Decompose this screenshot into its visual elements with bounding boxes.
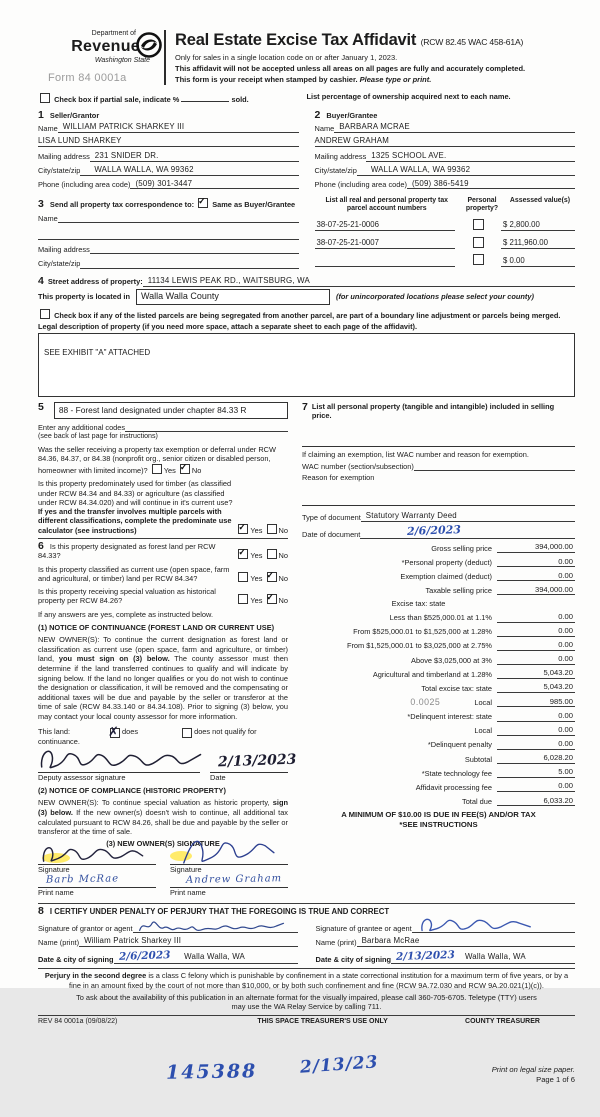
owner2-print-name: Andrew Graham [185,873,283,887]
title-text: Real Estate Excise Tax Affidavit [175,31,417,49]
subtotal-label: Subtotal [464,754,492,764]
minimum-note: A MINIMUM OF $10.00 IS DUE IN FEE(S) AND/OR TAX [341,810,536,820]
grantee-date-value: 2/13/2023 [395,949,456,964]
section-1-number: 1 [38,108,44,121]
parcel-number-field[interactable] [315,266,456,267]
same-as-buyer-checkbox[interactable] [198,198,208,208]
header [38,30,575,85]
treasurer-space-label: THIS SPACE TREASURER'S USE ONLY [257,1018,388,1026]
owner2-signature-label: Signature [170,864,288,874]
taxable-price-value[interactable]: 394,000.00 [497,585,575,595]
type-of-document-label: Type of document [302,512,361,522]
s6q2-no-checkbox[interactable] [267,572,277,582]
excise-tax-header: Excise tax: state [391,599,446,609]
parcel-number-field[interactable]: 38-07-25-21-0007 [315,238,456,249]
delinquent-interest-local-label: Local [474,726,492,736]
s6-q2-text: Is this property classified as current use (open space, farm and agricultural, or timber) land per RCW 84.34? [38,564,230,583]
continuance-bold: you must sign on (3) below. [58,654,170,664]
seller-mailing-label: Mailing address [38,152,90,162]
grantor-date-value: 2/6/2023 [118,949,171,964]
correspondence-parcels-section [38,197,575,268]
owner1-signature-col [38,848,156,898]
buyer-title: Buyer/Grantee [326,110,378,120]
s6-note: If any answers are yes, complete as instructed below. [38,609,213,619]
no-label: No [278,596,288,606]
s5-q1-text: Was the seller receiving a property tax exemption or deferral under RCW 84.36, 84.37, or 84.38 (nonprofit org., senior citizen or disabled person, homeowner with limited income)? [38,444,276,476]
same-as-buyer-label: Same as Buyer/Grantee [212,200,296,210]
section-divider [38,903,575,904]
accessibility-note: To ask about the availability of this publication in an alternate format for the visually impaired, please call 360-705-6705. Teletype (TTY) users may use the WA Relay Service by calling 711. [76,992,537,1012]
owner1-print-field[interactable] [38,874,156,887]
print-note-block [492,1065,575,1084]
no-label: No [191,466,202,476]
personal-property-checkbox[interactable] [473,254,484,265]
s5-question-1 [38,445,288,476]
seller-city-field[interactable]: WALLA WALLA, WA 99362 [80,165,298,176]
yes-label: Yes [250,551,263,561]
delinquent-penalty-label: *Delinquent penalty [427,740,492,750]
seller-title: Seller/Grantor [49,110,100,120]
county-select[interactable]: Walla Walla County [136,289,330,305]
taxable-price-label: Taxable selling price [425,585,492,595]
right-column [302,402,575,898]
new-owner-signature-title: (3) NEW OWNER(S) SIGNATURE [106,838,220,848]
processing-fee-label: Affidavit processing fee [415,782,492,792]
grantor-date-field[interactable] [114,950,298,964]
owner2-signature-field[interactable] [170,848,288,864]
compliance-bold: sign (3) below. [38,798,288,818]
compliance-paragraph [38,798,288,837]
print-size-note: Print on legal size paper. [491,1065,575,1075]
deputy-assessor-signature [38,744,206,774]
no-label: No [278,573,288,583]
local-rate-stamp: 0.0025 [410,696,441,707]
processing-fee-value[interactable]: 0.00 [497,781,575,791]
reason-blank[interactable] [302,482,575,502]
continuance-word: continuance. [38,736,80,746]
parcels-header [315,197,576,213]
total-due-value[interactable]: 6,033.20 [497,796,575,806]
bracket1-value[interactable]: 0.00 [497,612,575,622]
personal-property-checkbox[interactable] [473,237,484,248]
grantor-name-field[interactable]: William Patrick Sharkey III [79,936,297,947]
treasurer-use-area [38,1027,575,1117]
treasurer-receipt-number: 145388 [165,1060,258,1085]
agtimber-label: Agricultural and timberland at 1.28% [372,669,492,679]
grantee-name-field[interactable]: Barbara McRae [357,936,575,947]
grantor-city-value: Walla Walla, WA [184,952,246,962]
buyer-city-label: City/state/zip [314,166,357,176]
grantee-date-field[interactable] [391,950,575,964]
perjury-text: is a class C felony which is punishable by confinement in a state correctional institution for a maximum term of five years, or by a fine in an amount fixed by the court of not more than $10,000, or by both such confinement and fine (RCW 9A.72.030 and RCW 9A.20.021(1)(c)). [69,971,569,990]
partial-sale-label: Check box if partial sale, indicate % [54,95,180,105]
continuance-text-2: The county assessor must then determine if the land transferred continues to qualify and will indicate by signing below. If the land no longer qualifies or you do not wish to continue the designation or classification, it will be removed and the compensating or additional taxes will be due and payable by the seller or transferor at the time of sale (RCW 84.33.140 or 84.34.108). Prior to signing (3) below, you may contact your local county assessor for more information. [38,654,288,722]
parcel-row [315,236,576,249]
additional-codes-label: Enter any additional codes [38,422,126,432]
delinquent-penalty-value[interactable]: 0.00 [497,739,575,749]
corr-mailing-field[interactable] [90,245,299,254]
personal-deduct-value[interactable]: 0.00 [497,557,575,567]
personal-property-label: List all personal property (tangible and intangible) included in selling price. [311,402,555,421]
tech-fee-label: *State technology fee [421,768,492,778]
continuance-title: (1) NOTICE OF CONTINUANCE (FOREST LAND OR CURRENT USE) [38,622,275,632]
segregated-label: Check box if any of the listed parcels are being segregated from another parcel, are part of a boundary line adjustment or parcels being merged. [54,310,561,320]
total-excise-state-label: Total excise tax: state [421,683,492,693]
owner2-signature-col [170,848,288,898]
blank-line [302,446,575,447]
header-note-3-text: This form is your receipt when stamped by cashier. [175,75,358,85]
left-column [38,401,297,898]
corr-name-field[interactable] [58,214,299,223]
seller-phone-label: Phone (including area code) [38,180,131,190]
title-block [164,30,575,85]
partial-sale-checkbox[interactable] [40,93,50,103]
partial-percent-field[interactable] [181,101,229,102]
continuance-text-1: NEW OWNER(S): To continue the current designation as forest land or classification as current use (open space, farm and agriculture, or timber) land, [38,635,288,664]
s5-question-2 [38,479,288,535]
legal-description-box[interactable] [38,333,575,397]
washington-state-label: Washington State [94,56,150,64]
grantor-certify-col [38,917,298,964]
page-number: Page 1 of 6 [536,1074,575,1084]
bracket4-label: Above $3,025,000 at 3% [411,655,492,665]
wac-number-field[interactable] [414,462,575,471]
corr-name2-field[interactable] [38,231,299,240]
this-land-label: This land: [38,727,71,737]
buyer-name2-field[interactable]: ANDREW GRAHAM [315,136,576,147]
revenue-label: Revenue [71,37,140,55]
wac-number-label: WAC number (section/subsection) [302,461,414,471]
buyer-phone-label: Phone (including area code) [314,180,407,190]
yes-label: Yes [250,525,263,535]
yes-label: Yes [163,466,176,476]
certify-title: I CERTIFY UNDER PENALTY OF PERJURY THAT THE FOREGOING IS TRUE AND CORRECT [49,906,390,916]
s6q3-no-checkbox[interactable] [267,594,277,604]
date-of-document-field[interactable] [360,524,575,539]
form-number: Form 84 0001a [48,71,127,84]
legal-description-value: SEE EXHIBIT "A" ATTACHED [44,348,151,357]
grantee-signature [418,914,538,936]
s5q2-yes-checkbox[interactable] [238,524,248,534]
section-5-number: 5 [38,401,44,413]
owner2-print-label: Print name [170,887,288,897]
deputy-signature-area[interactable] [38,746,297,772]
page-title [175,30,575,51]
street-field[interactable]: 11134 LEWIS PEAK RD., WAITSBURG, WA [143,276,575,287]
owner1-signature-field[interactable] [38,848,156,864]
personal-deduct-label: *Personal property (deduct) [401,557,492,567]
section-divider [38,1015,575,1016]
correspondence-section [38,197,299,268]
correspondence-label: Send all property tax correspondence to: [49,200,195,210]
buyer-mailing-field[interactable]: 1325 SCHOOL AVE. [366,151,575,162]
s5-q2-text: Is this property predominately used for timber (as classified under RCW 84.34 and 84.33) or agriculture (as classified under RCW 84.34.020) and will continue in it's current use? [38,479,233,507]
parcels-col1-header: List all real and personal property tax parcel account numbers [325,197,449,213]
seller-name2-field[interactable]: LISA LUND SHARKEY [38,136,299,147]
does-not-qualify-checkbox[interactable] [182,728,192,738]
grantor-signature [137,916,287,936]
bracket2-label: From $525,000.01 to $1,525,000 at 1.28% [353,627,492,637]
legal-description-label: Legal description of property (if you need more space, attach a separate sheet to each page of the affidavit). [38,321,418,331]
owner1-print-name: Barb McRae [45,873,120,887]
header-note-3 [175,75,575,84]
tech-fee-value[interactable]: 5.00 [497,767,575,777]
bracket3-value[interactable]: 0.00 [497,640,575,650]
agtimber-value[interactable]: 5,043.20 [497,668,575,678]
main-two-column [38,402,575,898]
parcels-table [315,197,576,268]
corr-city-field[interactable] [80,260,298,269]
parcels-col3-header: Assessed value(s) [509,197,571,205]
buyer-city-field[interactable]: WALLA WALLA, WA 99362 [357,165,575,176]
total-due-label: Total due [462,796,492,806]
buyer-section [315,110,576,190]
s6q2-yes-checkbox[interactable] [238,572,248,582]
s6q3-yes-checkbox[interactable] [238,594,248,604]
yes-label: Yes [250,573,263,583]
see-instructions-note: *SEE INSTRUCTIONS [399,819,478,829]
seller-name-label: Name [38,123,58,133]
s6-question-2 [38,565,288,584]
section-divider [38,968,575,969]
section-6-number: 6 [38,539,44,552]
section-3-number: 3 [38,198,44,211]
header-note-2: This affidavit will not be accepted unless all areas on all pages are fully and accurately completed. [175,64,526,73]
revenue-logo [38,30,164,85]
owner2-print-field[interactable] [170,874,288,887]
date-of-document-label: Date of document [302,529,361,539]
s5-q2-bold-text: If yes and the transfer involves multiple parcels with different classifications, complete the predominate use calculator (see instructions) [38,507,232,535]
ownership-note: List percentage of ownership acquired next to each name. [306,92,511,102]
yes-label: Yes [250,596,263,606]
header-note-3-italic: Please type or print. [359,75,432,85]
grantee-date-label: Date & city of signing [315,955,392,965]
parcels-col2-header: Personal property? [465,197,499,213]
no-label: No [278,525,288,535]
parcel-row [315,218,576,231]
grantee-name-label: Name (print) [315,938,357,948]
partial-sale-left [38,92,307,104]
exemption-deduct-value[interactable]: 0.00 [497,571,575,581]
located-label: This property is located in [38,291,130,301]
personal-property-blank[interactable] [302,421,575,443]
owner2-signature [176,834,280,868]
perjury-bold: Perjury in the second degree [44,971,147,981]
buyer-phone-field[interactable]: (509) 386-5419 [407,179,575,190]
compliance-text-1: NEW OWNER(S): To continue special valuation as historic property, [38,798,273,808]
s6-q3-text: Is this property receiving special valuation as historical property per RCW 84.26? [38,587,216,606]
bracket1-label: Less than $525,000.01 at 1.1% [389,613,492,623]
assessed-value-field[interactable]: $ 0.00 [501,256,575,267]
corr-city-label: City/state/zip [38,259,81,269]
header-note-1: Only for sales in a single location code on or after January 1, 2023. [175,52,398,62]
s6-q1-text: Is this property designated as forest land per RCW 84.33? [38,541,216,561]
footer-row [38,1018,575,1027]
gross-price-value[interactable]: 394,000.00 [497,542,575,552]
buyer-mailing-label: Mailing address [314,152,367,162]
section-7-number: 7 [302,401,308,413]
section-2-number: 2 [314,108,321,121]
bracket4-value[interactable]: 0.00 [497,654,575,664]
property-section [38,276,575,397]
delinquent-interest-state-value[interactable]: 0.00 [497,711,575,721]
continuance-paragraph [38,635,288,722]
type-of-document-field[interactable]: Statutory Warranty Deed [361,511,575,522]
section-4-number: 4 [38,275,44,287]
segregated-checkbox[interactable] [40,309,50,319]
subtotal-value[interactable]: 6,028.20 [497,753,575,763]
blank-line [302,505,575,506]
parties-section [38,110,575,190]
compliance-title: (2) NOTICE OF COMPLIANCE (HISTORIC PROPERTY) [38,786,226,796]
corr-name-label: Name [38,213,58,223]
additional-codes-field[interactable] [125,423,288,432]
s6-question-3 [38,587,288,606]
grantee-sig-label: Signature of grantee or agent [315,924,412,934]
reason-label: Reason for exemption [302,473,375,482]
seller-section [38,110,299,190]
street-label: Street address of property: [47,277,143,287]
dept-of-label: Department of [91,30,136,37]
grantor-name-label: Name (print) [38,938,80,948]
use-code-select[interactable]: 88 - Forest land designated under chapter 84.33 R [54,402,288,419]
total-excise-state-value[interactable]: 5,043.20 [497,682,575,692]
gross-price-label: Gross selling price [431,543,492,553]
county-treasurer-label: COUNTY TREASURER [465,1018,540,1026]
assessed-value-field[interactable]: $ 2,800.00 [501,220,575,231]
does-label: does [122,727,139,737]
assessed-value-field[interactable]: $ 211,960.00 [501,238,575,249]
s5q1-no-checkbox[interactable] [180,464,190,474]
bracket3-label: From $1,525,000.01 to $3,025,000 at 2.75% [346,641,492,651]
county-note: (for unincorporated locations please select your county) [336,291,534,301]
buyer-name-field[interactable]: BARBARA MCRAE [334,122,575,133]
date-of-document-value: 2/6/2023 [407,523,462,539]
treasurer-stamp-date: 2/13/23 [299,1052,380,1078]
delinquent-interest-local-value[interactable]: 0.00 [497,725,575,735]
grantor-signature-field[interactable] [133,920,298,933]
s6q1-no-checkbox[interactable] [267,549,277,559]
seller-city-label: City/state/zip [38,166,81,176]
deputy-date-label: Date [210,772,288,782]
seller-mailing-field[interactable]: 231 SNIDER DR. [90,151,299,162]
does-qualify-checkbox[interactable] [110,728,120,738]
no-label: No [278,551,288,561]
partial-sale-row [38,92,575,104]
personal-property-checkbox[interactable] [473,219,484,230]
s5q2-no-checkbox[interactable] [267,524,277,534]
deputy-signature-label: Deputy assessor signature [38,772,200,782]
local-tax-value[interactable]: 985.00 [497,697,575,707]
certify-section [38,906,575,965]
additional-codes-note: (see back of last page for instructions) [38,431,158,440]
parcel-row [315,253,576,266]
land-qualify-row [38,727,288,737]
exemption-deduct-label: Exemption claimed (deduct) [400,571,492,581]
revenue-swirl-icon [136,32,162,58]
grantee-signature-field[interactable] [412,920,575,933]
grantee-city-value: Walla Walla, WA [464,952,526,962]
sold-label: sold. [231,95,249,105]
local-tax-label: Local [474,698,492,708]
section-8-number: 8 [38,904,44,917]
bracket2-value[interactable]: 0.00 [497,626,575,636]
s6-question-1 [38,541,288,561]
seller-name-field[interactable]: WILLIAM PATRICK SHARKEY III [58,122,299,133]
owner1-signature [40,841,148,867]
grantor-date-label: Date & city of signing [38,955,114,965]
exemption-note: If claiming an exemption, list WAC number and reason for exemption. [302,449,529,459]
parcel-number-field[interactable]: 38-07-25-21-0006 [315,220,456,231]
title-rcw: (RCW 82.45 WAC 458-61A) [420,37,524,47]
delinquent-interest-state-label: *Delinquent interest: state [407,712,492,722]
compliance-text-2: If the new owner(s) doesn't wish to continue, all additional tax calculated pursuant to RCW 84.26, shall be due and payable by the seller or transferor at the time of sale. [38,808,288,837]
owner1-print-label: Print name [38,887,156,897]
s6q1-yes-checkbox[interactable] [238,549,248,559]
perjury-paragraph [38,971,575,990]
seller-phone-field[interactable]: (509) 301-3447 [130,179,298,190]
buyer-name-label: Name [314,123,335,133]
rev-number: REV 84 0001a (09/08/22) [38,1018,118,1026]
corr-mailing-label: Mailing address [38,245,90,255]
new-owner-signature-block [38,839,288,898]
owner1-signature-label: Signature [38,864,156,874]
s5q1-yes-checkbox[interactable] [152,464,162,474]
does-not-label: does not qualify for [194,727,257,737]
grantor-sig-label: Signature of grantor or agent [38,924,133,934]
section-divider [38,538,288,539]
deputy-date-value: 2/13/2023 [217,752,297,771]
grantee-certify-col [316,917,576,964]
